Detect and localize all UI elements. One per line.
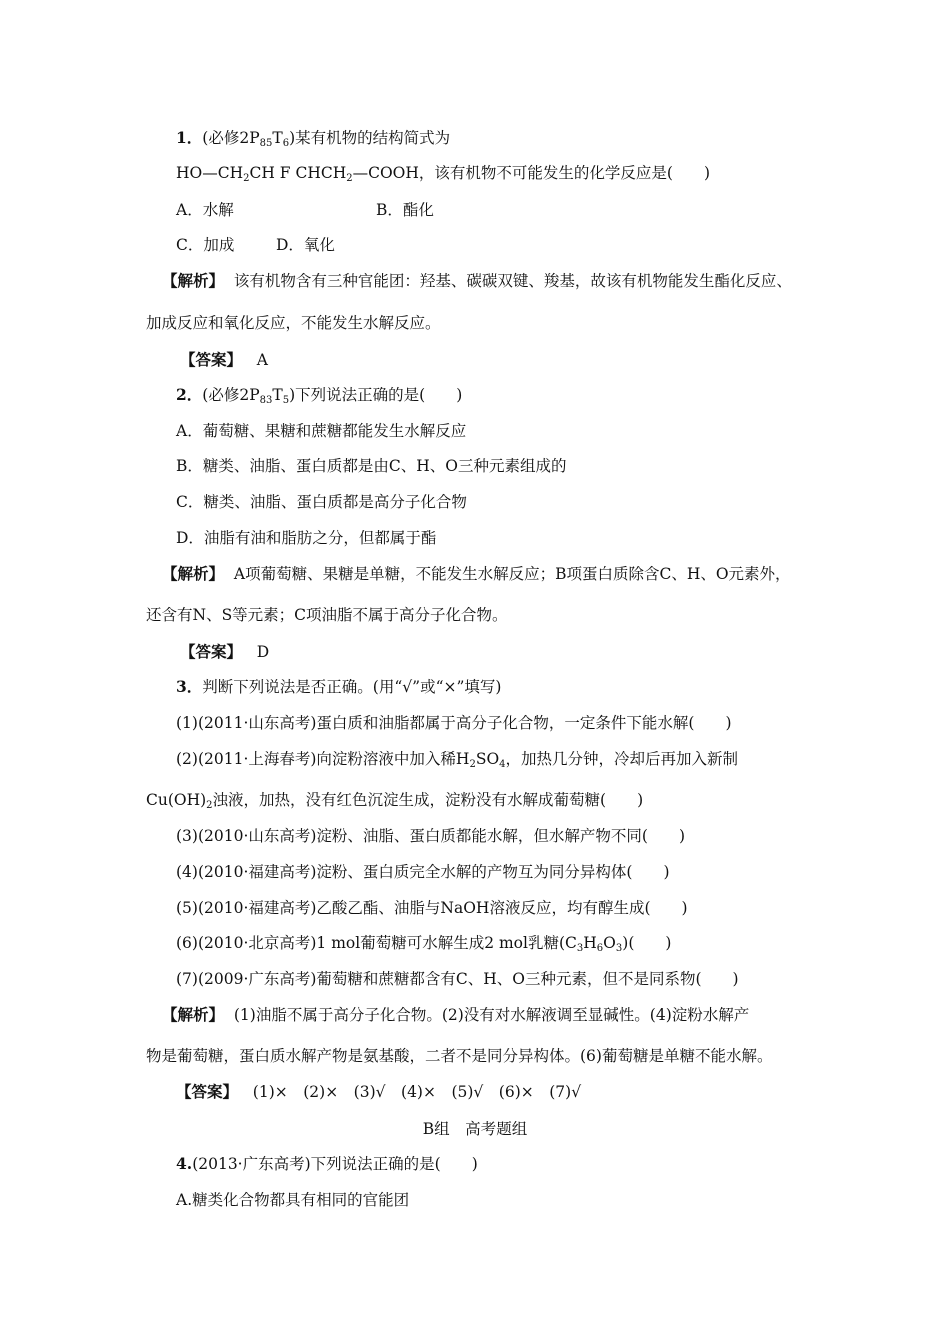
q1-option-d: D．氧化: [276, 236, 335, 254]
q2-option-b: B．糖类、油脂、蛋白质都是由C、H、O三种元素组成的: [176, 457, 567, 475]
q3-item-2: (2)(2011·上海春考)向淀粉溶液中加入稀$H_2SO_4$，加热几分钟，冷却后再加入新制: [176, 750, 739, 770]
q4-option-a: A.糖类化合物都具有相同的官能团: [176, 1191, 410, 1209]
q1-title: 1．(必修$2P_{85}T_6$)某有机物的结构简式为: [176, 128, 451, 149]
q3-analysis-line1: 【解析】 (1)油脂不属于高分子化合物。(2)没有对水解液调至显碱性。(4)淀粉水解产: [162, 1005, 750, 1024]
q1-option-b: B．酯化: [376, 201, 434, 219]
q3-item-7: (7)(2009·广东高考)葡萄糖和蔗糖都含有C、H、O三种元素，但不是同系物( ): [176, 970, 739, 988]
q3-item-5: (5)(2010·福建高考)乙酸乙酯、油脂与NaOH溶液反应，均有醇生成( ): [176, 899, 688, 917]
q1-option-a: A．水解: [176, 201, 234, 219]
group-b-heading: B组 高考题组: [422, 1120, 528, 1138]
q1-analysis-line1: 【解析】 该有机物含有三种官能团：羟基、碳碳双键、羧基，故该有机物能发生酯化反应、: [162, 271, 792, 290]
q1-analysis-line2: 加成反应和氧化反应，不能发生水解反应。: [146, 314, 441, 332]
q1-answer: 【答案】 A: [180, 350, 268, 369]
q2-title: 2．(必修$2P_{83}T_5$)下列说法正确的是( ): [176, 385, 463, 406]
q3-title: 3．判断下列说法是否正确。(用“√”或“×”填写): [176, 677, 502, 696]
q2-option-a: A．葡萄糖、果糖和蔗糖都能发生水解反应: [176, 422, 467, 440]
q1-option-c: C．加成: [176, 236, 235, 254]
q1-formula: $HO—CH_2CH$ F $CHCH_2—COOH$，该有机物不可能发生的化学反应是( ): [176, 164, 710, 184]
q3-answer: 【答案】 (1)× (2)× (3)√ (4)× (5)√ (6)× (7)√: [176, 1082, 582, 1101]
q4-title: 4.(2013·广东高考)下列说法正确的是( ): [176, 1154, 478, 1173]
q2-option-c: C．糖类、油脂、蛋白质都是高分子化合物: [176, 493, 467, 511]
q2-option-d: D．油脂有油和脂肪之分，但都属于酯: [176, 529, 437, 547]
q2-answer: 【答案】 D: [180, 642, 270, 661]
q3-item-3: (3)(2010·山东高考)淀粉、油脂、蛋白质都能水解，但水解产物不同( ): [176, 827, 686, 845]
q3-item-2-continued: $Cu(OH)_2$浊液，加热，没有红色沉淀生成，淀粉没有水解成葡萄糖( ): [146, 791, 644, 811]
q3-item-6: (6)(2010·北京高考)1 mol葡萄糖可水解生成2 mol乳糖$(C_3H_6O_3)$( ): [176, 934, 672, 954]
q3-item-4: (4)(2010·福建高考)淀粉、蛋白质完全水解的产物互为同分异构体( ): [176, 863, 670, 881]
q2-analysis-line1: 【解析】 A项葡萄糖、果糖是单糖，不能发生水解反应；B项蛋白质除含C、H、O元素外，: [162, 564, 791, 583]
q3-analysis-line2: 物是葡萄糖，蛋白质水解产物是氨基酸，二者不是同分异构体。(6)葡萄糖是单糖不能水解。: [146, 1047, 773, 1065]
q3-item-1: (1)(2011·山东高考)蛋白质和油脂都属于高分子化合物，一定条件下能水解( ): [176, 714, 732, 732]
q2-analysis-line2: 还含有N、S等元素；C项油脂不属于高分子化合物。: [146, 606, 508, 624]
